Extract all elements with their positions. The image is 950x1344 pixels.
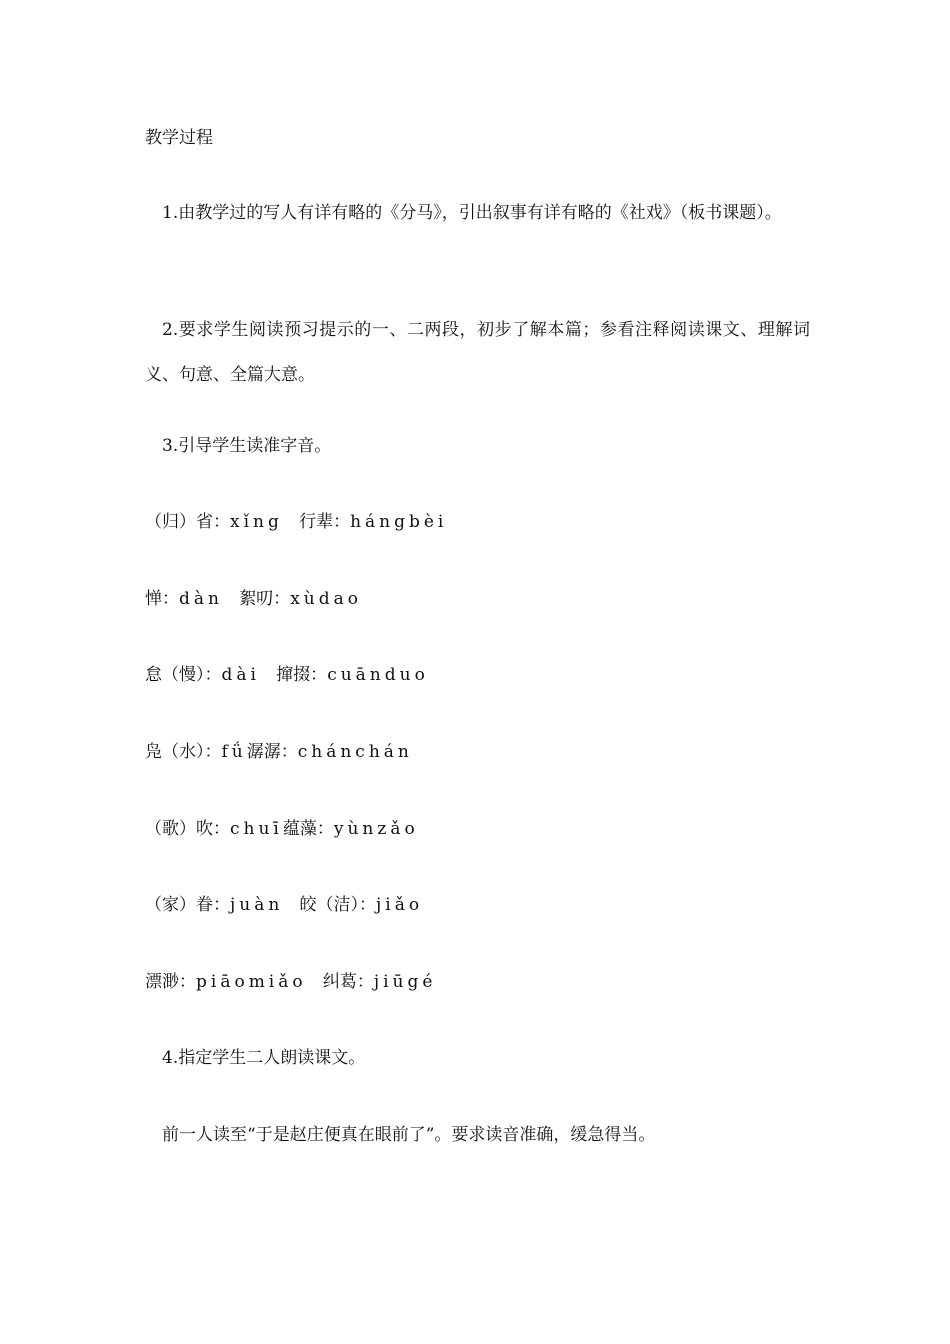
term-label: （歌）吹： <box>145 819 230 839</box>
paragraph-5: 前一人读至“于是赵庄便真在眼前了”。要求读音准确，缓急得当。 <box>162 1125 656 1145</box>
pinyin: chánchán <box>297 742 413 762</box>
pinyin: hángbèi <box>350 512 448 532</box>
pinyin: xǐng <box>230 512 283 532</box>
pinyin: dài <box>221 665 260 685</box>
pinyin: juàn <box>230 895 284 915</box>
pronunciation-line <box>145 819 419 839</box>
pinyin: dàn <box>179 589 223 609</box>
pinyin: cuānduo <box>327 665 429 685</box>
term-label: 纠葛： <box>322 972 374 992</box>
term-label: 凫（水）： <box>145 742 222 762</box>
paragraph-4: 4.指定学生二人朗读课文。 <box>162 1048 366 1068</box>
term-label: （家）眷： <box>145 895 230 915</box>
term-label: 潺潺： <box>246 742 298 762</box>
term-label: （归）省： <box>145 512 230 532</box>
paragraph-3: 3.引导学生读准字音。 <box>162 436 332 456</box>
pronunciation-line <box>145 665 429 685</box>
pinyin: fǘ <box>221 742 247 762</box>
term-label: 惮： <box>145 589 179 609</box>
term-label: 怠（慢）： <box>145 665 222 685</box>
pronunciation-line <box>145 895 423 915</box>
pinyin: piāomiǎo <box>196 972 307 992</box>
term-label: 行辈： <box>299 512 351 532</box>
pinyin: jiǎo <box>376 895 424 915</box>
term-label: 皎（洁）： <box>299 895 377 915</box>
pronunciation-line <box>145 512 447 532</box>
pinyin: chuī <box>230 819 283 839</box>
pronunciation-line <box>145 742 413 762</box>
pinyin: xùdao <box>290 589 362 609</box>
section-heading: 教学过程 <box>145 128 213 148</box>
pinyin: jiūgé <box>373 972 437 992</box>
term-label: 蕴藻： <box>282 819 334 839</box>
term-label: 絮叨： <box>239 589 291 609</box>
term-label: 撺掇： <box>276 665 328 685</box>
paragraph-1: 1.由教学过的写人有详有略的《分马》，引出叙事有详有略的《社戏》（板书课题）。 <box>162 203 782 223</box>
paragraph-2: 2.要求学生阅读预习提示的一、二两段，初步了解本篇；参看注释阅读课文、理解词义、句意、全篇大意。 <box>145 320 810 385</box>
pronunciation-line <box>145 589 362 609</box>
term-label: 漂渺： <box>145 972 196 992</box>
pinyin: yùnzǎo <box>333 819 419 839</box>
pronunciation-line <box>145 972 436 992</box>
